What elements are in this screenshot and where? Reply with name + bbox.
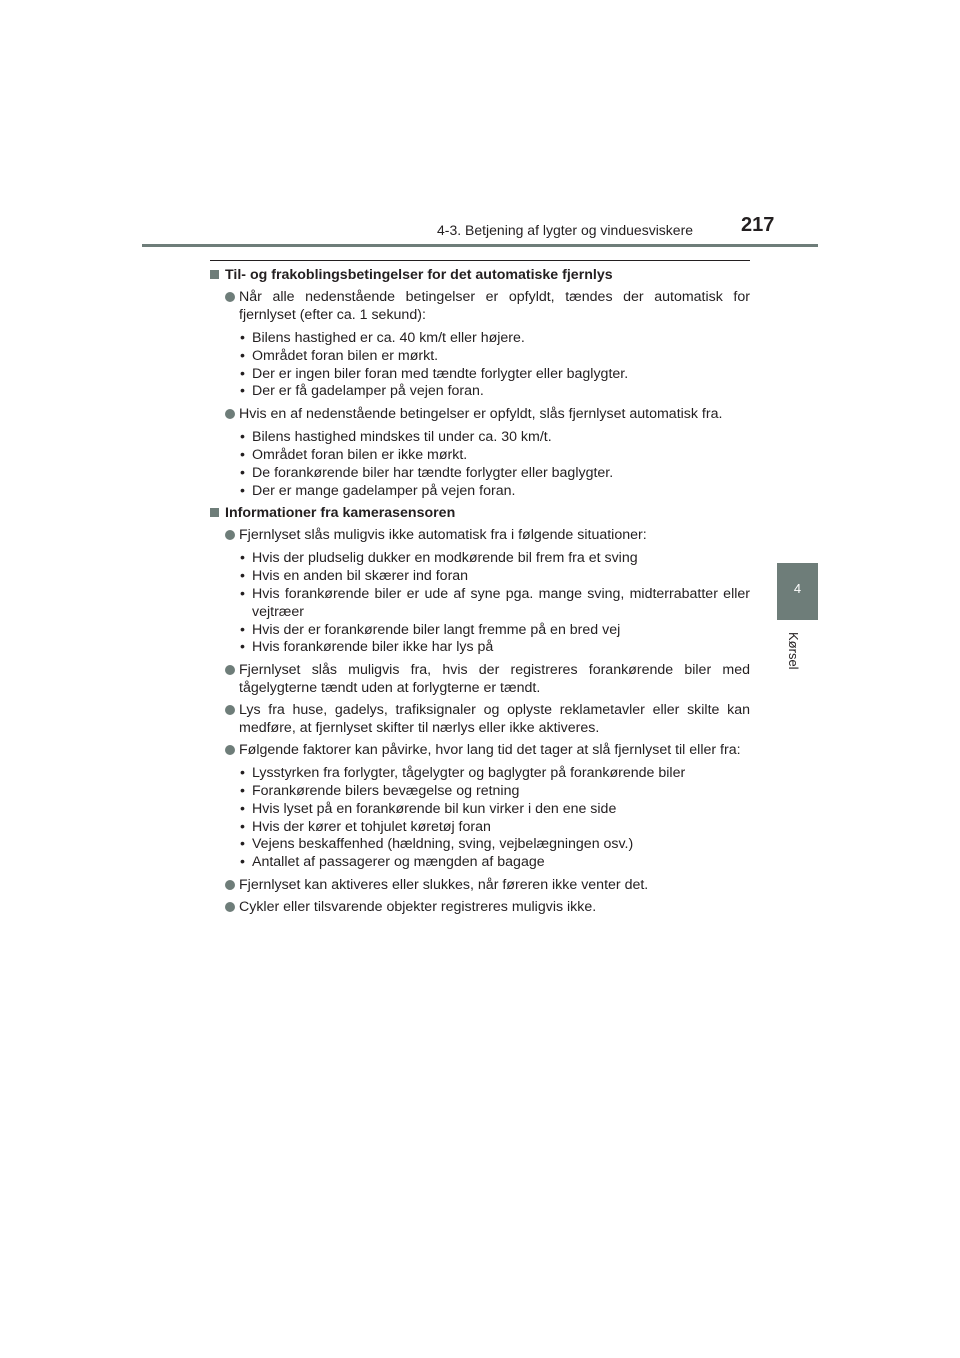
sub-list-item-text: Hvis der er forankørende biler langt fremme på en bred vej xyxy=(252,621,621,638)
dot-bullet-icon: • xyxy=(240,464,245,481)
chapter-number: 4 xyxy=(793,581,802,596)
sub-list-item-text: Lysstyrken fra forlygter, tågelygter og baglygter på forankørende biler xyxy=(252,765,686,782)
bullet-item xyxy=(210,741,750,872)
dot-bullet-icon: • xyxy=(240,621,245,638)
sub-list-item xyxy=(210,854,750,872)
sub-list-item-text: Vejens beskaffenhed (hældning, sving, vejbelægningen osv.) xyxy=(252,836,634,853)
sub-list xyxy=(210,765,750,872)
dot-bullet-icon: • xyxy=(240,836,245,853)
sub-list-item xyxy=(210,639,750,657)
dot-bullet-icon: • xyxy=(240,330,245,346)
sub-list-item xyxy=(210,783,750,801)
section-heading xyxy=(210,266,750,284)
sub-list xyxy=(210,550,750,657)
sub-list-item xyxy=(210,330,750,348)
bullet-text: Cykler eller tilsvarende objekter registreres muligvis ikke. xyxy=(239,898,597,915)
sub-list-item xyxy=(210,550,750,568)
sub-list-item xyxy=(210,765,750,783)
bullet-text: Fjernlyset slås muligvis ikke automatisk fra i følgende situationer: xyxy=(239,527,647,544)
sub-list-item-text: Området foran bilen er mørkt. xyxy=(252,347,439,364)
sub-list-item xyxy=(210,568,750,586)
circle-bullet-icon xyxy=(225,665,235,675)
sub-list-item-text: Bilens hastighed er ca. 40 km/t eller højere. xyxy=(252,330,525,346)
circle-bullet-icon xyxy=(225,902,235,912)
section-title: 4-3. Betjening af lygter og vinduesviskere xyxy=(437,222,694,238)
sub-list xyxy=(210,330,750,401)
dot-bullet-icon: • xyxy=(240,347,245,364)
circle-bullet-icon xyxy=(225,292,235,302)
dot-bullet-icon: • xyxy=(240,854,245,871)
bullet-item xyxy=(210,405,750,500)
dot-bullet-icon: • xyxy=(240,482,245,499)
sub-list-item xyxy=(210,429,750,447)
sub-list-item-text: Hvis forankørende biler er ude af syne pga. mange sving, midterrabatter eller vejtræer xyxy=(252,585,750,620)
sub-list-item xyxy=(210,348,750,366)
sub-list-item xyxy=(210,819,750,837)
sub-list-item xyxy=(210,586,750,622)
dot-bullet-icon: • xyxy=(240,365,245,382)
bullet-item xyxy=(210,898,750,916)
dot-bullet-icon: • xyxy=(240,550,245,567)
bullet-item xyxy=(210,661,750,697)
dot-bullet-icon: • xyxy=(240,765,245,782)
page-number: 217 xyxy=(741,214,775,236)
chapter-label: Kørsel xyxy=(786,632,801,670)
sub-list-item xyxy=(210,622,750,640)
circle-bullet-icon xyxy=(225,745,235,755)
section-heading xyxy=(210,504,750,522)
bullet-text: Fjernlyset kan aktiveres eller slukkes, når føreren ikke venter det. xyxy=(239,876,649,893)
circle-bullet-icon xyxy=(225,409,235,419)
section-heading-text: Til- og frakoblingsbetingelser for det automatiske fjernlys xyxy=(225,267,613,283)
sub-list-item-text: Hvis en anden bil skærer ind foran xyxy=(252,568,469,585)
circle-bullet-icon xyxy=(225,880,235,890)
section-heading-text: Informationer fra kamerasensoren xyxy=(225,505,456,522)
sub-list-item xyxy=(210,836,750,854)
dot-bullet-icon: • xyxy=(240,639,245,656)
bullet-text: Følgende faktorer kan påvirke, hvor lang tid det tager at slå fjernlyset til eller fra: xyxy=(239,742,741,759)
dot-bullet-icon: • xyxy=(240,568,245,585)
content-divider xyxy=(210,260,750,261)
sub-list-item-text: Der er mange gadelamper på vejen foran. xyxy=(252,482,516,499)
chapter-tab xyxy=(777,563,818,620)
square-bullet-icon xyxy=(210,270,219,279)
sub-list-item xyxy=(210,465,750,483)
sub-list-item-text: Der er få gadelamper på vejen foran. xyxy=(252,383,484,400)
sub-list-item-text: Der er ingen biler foran med tændte forlygter eller baglygter. xyxy=(252,365,629,382)
sub-list-item-text: De forankørende biler har tændte forlygter eller baglygter. xyxy=(252,464,614,481)
sub-list-item-text: Området foran bilen er ikke mørkt. xyxy=(252,446,468,463)
dot-bullet-icon: • xyxy=(240,429,245,446)
dot-bullet-icon: • xyxy=(240,818,245,835)
sub-list-item xyxy=(210,483,750,501)
bullet-text: Hvis en af nedenstående betingelser er opfyldt, slås fjernlyset automatisk fra. xyxy=(239,406,723,423)
dot-bullet-icon: • xyxy=(240,585,245,602)
bullet-item xyxy=(210,876,750,894)
sub-list-item-text: Hvis der pludselig dukker en modkørende bil frem fra et sving xyxy=(252,550,638,567)
sub-list-item-text: Hvis lyset på en forankørende bil kun virker i den ene side xyxy=(252,800,617,817)
circle-bullet-icon xyxy=(225,705,235,715)
bullet-item xyxy=(210,526,750,657)
sub-list-item xyxy=(210,801,750,819)
dot-bullet-icon: • xyxy=(240,446,245,463)
square-bullet-icon xyxy=(210,508,219,517)
sub-list-item-text: Hvis forankørende biler ikke har lys på xyxy=(252,639,494,656)
bullet-text: Når alle nedenstående betingelser er opfyldt, tændes der automatisk for fjernlyset (efter ca. 1 sekund): xyxy=(239,289,750,323)
sub-list-item xyxy=(210,366,750,384)
header-divider xyxy=(142,244,818,247)
bullet-item xyxy=(210,701,750,737)
circle-bullet-icon xyxy=(225,530,235,540)
sub-list-item-text: Hvis der kører et tohjulet køretøj foran xyxy=(252,818,491,835)
bullet-text: Lys fra huse, gadelys, trafiksignaler og oplyste reklametavler eller skilte kan medføre, at fjernlyset skifter til nærlys eller ikke aktiveres. xyxy=(239,702,750,737)
bullet-text: Fjernlyset slås muligvis fra, hvis der registreres forankørende biler med tågelygterne tændt uden at forlygterne er tændt. xyxy=(239,662,750,697)
dot-bullet-icon: • xyxy=(240,800,245,817)
sub-list-item-text: Antallet af passagerer og mængden af bagage xyxy=(252,854,545,871)
sub-list-item xyxy=(210,383,750,401)
sub-list-item xyxy=(210,447,750,465)
page-content xyxy=(210,262,750,916)
dot-bullet-icon: • xyxy=(240,782,245,799)
sub-list-item-text: Forankørende bilers bevægelse og retning xyxy=(252,782,520,799)
bullet-item xyxy=(210,288,750,401)
sub-list xyxy=(210,429,750,500)
dot-bullet-icon: • xyxy=(240,383,245,400)
sub-list-item-text: Bilens hastighed mindskes til under ca. 30 km/t. xyxy=(252,429,552,446)
